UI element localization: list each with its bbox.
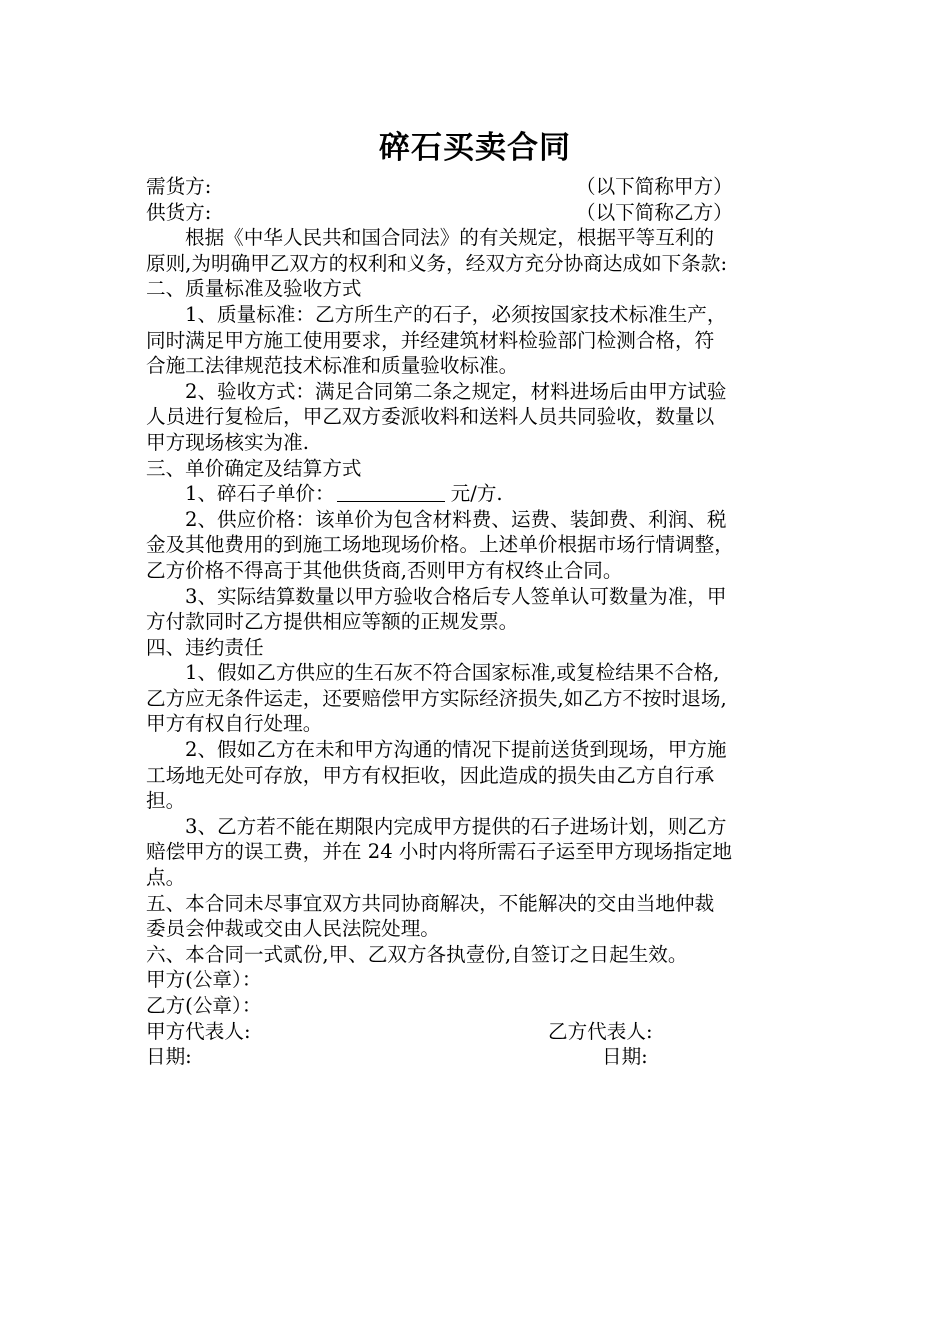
clause-line: 2、验收方式：满足合同第二条之规定，材料进场后由甲方试验 [185, 379, 727, 403]
clause-line: 同时满足甲方施工使用要求，并经建筑材料检验部门检测合格，符 [146, 328, 715, 352]
clause-line: 方付款同时乙方提供相应等额的正规发票。 [146, 610, 519, 634]
clause-line: 金及其他费用的到施工场地现场价格。上述单价根据市场行情调整， [146, 533, 734, 557]
clause-line: 甲方现场核实为准. [146, 430, 309, 454]
party-a-seal: 甲方(公章）： [146, 968, 262, 992]
section-heading-price: 三、单价确定及结算方式 [146, 456, 362, 480]
unit-price-blank[interactable] [337, 481, 445, 502]
clause-line: 担。 [146, 789, 186, 813]
party-b-representative: 乙方代表人: [548, 1019, 653, 1043]
clause-line: 2、假如乙方在未和甲方沟通的情况下提前送货到现场，甲方施 [185, 738, 727, 762]
clause-line: 合施工法律规范技术标准和质量验收标准。 [146, 354, 519, 378]
party-b-seal: 乙方(公章）： [146, 994, 262, 1017]
buyer-line [146, 174, 818, 200]
section-five-line: 五、本合同未尽事宜双方共同协商解决，不能解决的交由当地仲裁 [146, 891, 715, 915]
buyer-label: 需货方: [146, 175, 212, 198]
section-heading-liability: 四、违约责任 [146, 635, 264, 659]
clause-line: 甲方有权自行处理。 [146, 712, 323, 736]
seller-note: （以下简称乙方） [576, 200, 733, 224]
clause-line: 点。 [146, 866, 186, 890]
section-six-line: 六、本合同一式贰份,甲、乙双方各执壹份,自签订之日起生效。 [146, 942, 688, 966]
unit-price-label: 1、碎石子单价： [185, 482, 335, 506]
clause-line: 赔偿甲方的误工费，并在 24 小时内将所需石子运至甲方现场指定地 [146, 840, 733, 864]
clause-line: 1、质量标准：乙方所生产的石子，必须按国家技术标准生产， [185, 302, 727, 326]
clause-line: 3、乙方若不能在期限内完成甲方提供的石子进场计划，则乙方 [185, 814, 727, 838]
intro-line: 原则,为明确甲乙双方的权利和义务，经双方充分协商达成如下条款: [146, 251, 728, 275]
party-a-representative: 甲方代表人: [146, 1019, 251, 1043]
unit-price-line [146, 481, 818, 507]
date-line [146, 1044, 818, 1070]
buyer-note: （以下简称甲方） [576, 175, 733, 198]
party-b-date: 日期: [602, 1045, 648, 1069]
clause-line: 乙方价格不得高于其他供货商,否则甲方有权终止合同。 [146, 558, 623, 582]
clause-line: 乙方应无条件运走，还要赔偿甲方实际经济损失,如乙方不按时退场, [146, 686, 727, 710]
contract-body [146, 174, 818, 1070]
clause-line: 2、供应价格：该单价为包含材料费、运费、装卸费、利润、税 [185, 507, 727, 531]
intro-line: 根据《中华人民共和国合同法》的有关规定，根据平等互利的 [185, 226, 715, 250]
seller-line [146, 200, 818, 226]
section-five-line: 委员会仲裁或交由人民法院处理。 [146, 917, 440, 941]
clause-line: 人员进行复检后，甲乙双方委派收料和送料人员共同验收，数量以 [146, 405, 715, 429]
seller-label: 供货方: [146, 200, 212, 224]
clause-line: 3、实际结算数量以甲方验收合格后专人签单认可数量为准，甲 [185, 584, 727, 608]
section-heading-quality: 二、质量标准及验收方式 [146, 277, 362, 301]
clause-line: 1、假如乙方供应的生石灰不符合国家标准,或复检结果不合格, [185, 661, 720, 685]
representative-line [146, 1019, 818, 1045]
party-a-date: 日期: [146, 1045, 192, 1069]
unit-price-unit: 元/方. [450, 482, 503, 506]
clause-line: 工场地无处可存放，甲方有权拒收，因此造成的损失由乙方自行承 [146, 763, 715, 787]
contract-title: 碎石买卖合同 [379, 130, 571, 166]
